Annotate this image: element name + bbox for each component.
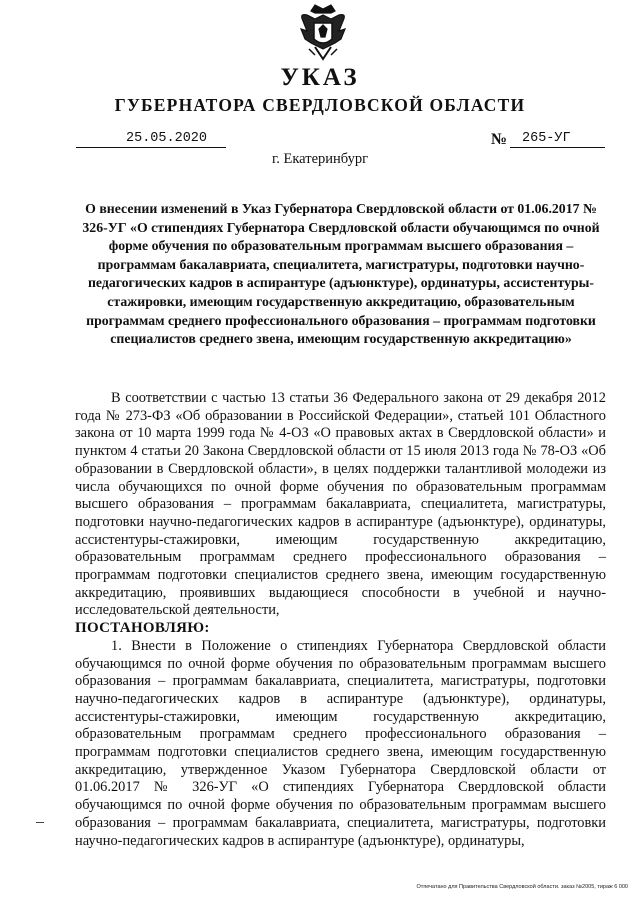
- date-underline: [76, 147, 226, 148]
- document-date: 25.05.2020: [126, 131, 208, 146]
- coat-of-arms-icon: [295, 3, 351, 65]
- issuer-title: ГУБЕРНАТОРА СВЕРДЛОВСКОЙ ОБЛАСТИ: [114, 95, 526, 115]
- number-underline: [510, 147, 605, 148]
- document-type-title: УКАЗ: [280, 64, 360, 91]
- city-label: г. Екатеринбург: [271, 151, 369, 167]
- item-1-paragraph: 1. Внести в Положение о стипендиях Губернатора Свердловской области обучающимся по очной форме обучения по образовательным программам высшего образования – программам бакалавриата, специалитета, магистратуры, подготовки научно-педагогических кадров в аспирантуре (адъюнктуре), ординатуры, ассистентуры-стажировки, имеющим государственную аккредитацию, образовательным программам среднего профессионального образования – программам подготовки специалистов среднего звена, имеющим государственную аккредитацию, утвержденное Указом Губернатора Свердловской области от 01.06.2017 № 326-УГ «О стипендиях Губернатора Свердловской области обучающимся по очной форме обучения по образовательным программам высшего образования – программам бакалавриата, специалитета, магистратуры, подготовки научно-педагогических кадров в аспирантуре (адъюнктуре), ординатуры,: [75, 637, 606, 849]
- margin-mark: [36, 822, 44, 823]
- preamble-paragraph: В соответствии с частью 13 статьи 36 Федерального закона от 29 декабря 2012 года № 273-ФЗ «Об образовании в Российской Федерации», статьей 101 Областного закона от 10 марта 1999 года № 4-ОЗ «О правовых актах в Свердловской области» и пунктом 4 статьи 20 Закона Свердловской области от 15 июля 2013 года № 78-ОЗ «Об образовании в Свердловской области», в целях поддержки талантливой молодежи из числа обучающихся по очной форме обучения по образовательным программам высшего образования – программам бакалавриата, специалитета, магистратуры, подготовки научно-педагогических кадров в аспирантуре (адъюнктуре), ординатуры, ассистентуры-стажировки, имеющим государственную аккредитацию, образовательным программам среднего профессионального образования – программам подготовки специалистов среднего звена, имеющим государственную аккредитацию, проявивших выдающиеся способности в учебной и научно-исследовательской деятельности,: [75, 390, 606, 619]
- print-footer: Отпечатано для Правительства Свердловской области. заказ №2005, тираж 6 000: [416, 884, 628, 890]
- document-number: 265-УГ: [522, 131, 571, 146]
- document-heading: О внесении изменений в Указ Губернатора Свердловской области от 01.06.2017 № 326-УГ «О стипендиях Губернатора Свердловской области обучающимся по очной форме обучения по образовательным программам высшего образования – программам бакалавриата, специалитета, магистратуры, подготовки научно-педагогических кадров в аспирантуре (адъюнктуре), ординатуры, ассистентуры-стажировки, имеющим государственную аккредитацию, образовательным программам среднего профессионального образования – программам подготовки специалистов среднего звена, имеющим государственную аккредитацию»: [82, 201, 600, 347]
- decree-word: ПОСТАНОВЛЯЮ:: [75, 620, 210, 637]
- document-body: [75, 390, 606, 850]
- number-sign: №: [491, 131, 508, 148]
